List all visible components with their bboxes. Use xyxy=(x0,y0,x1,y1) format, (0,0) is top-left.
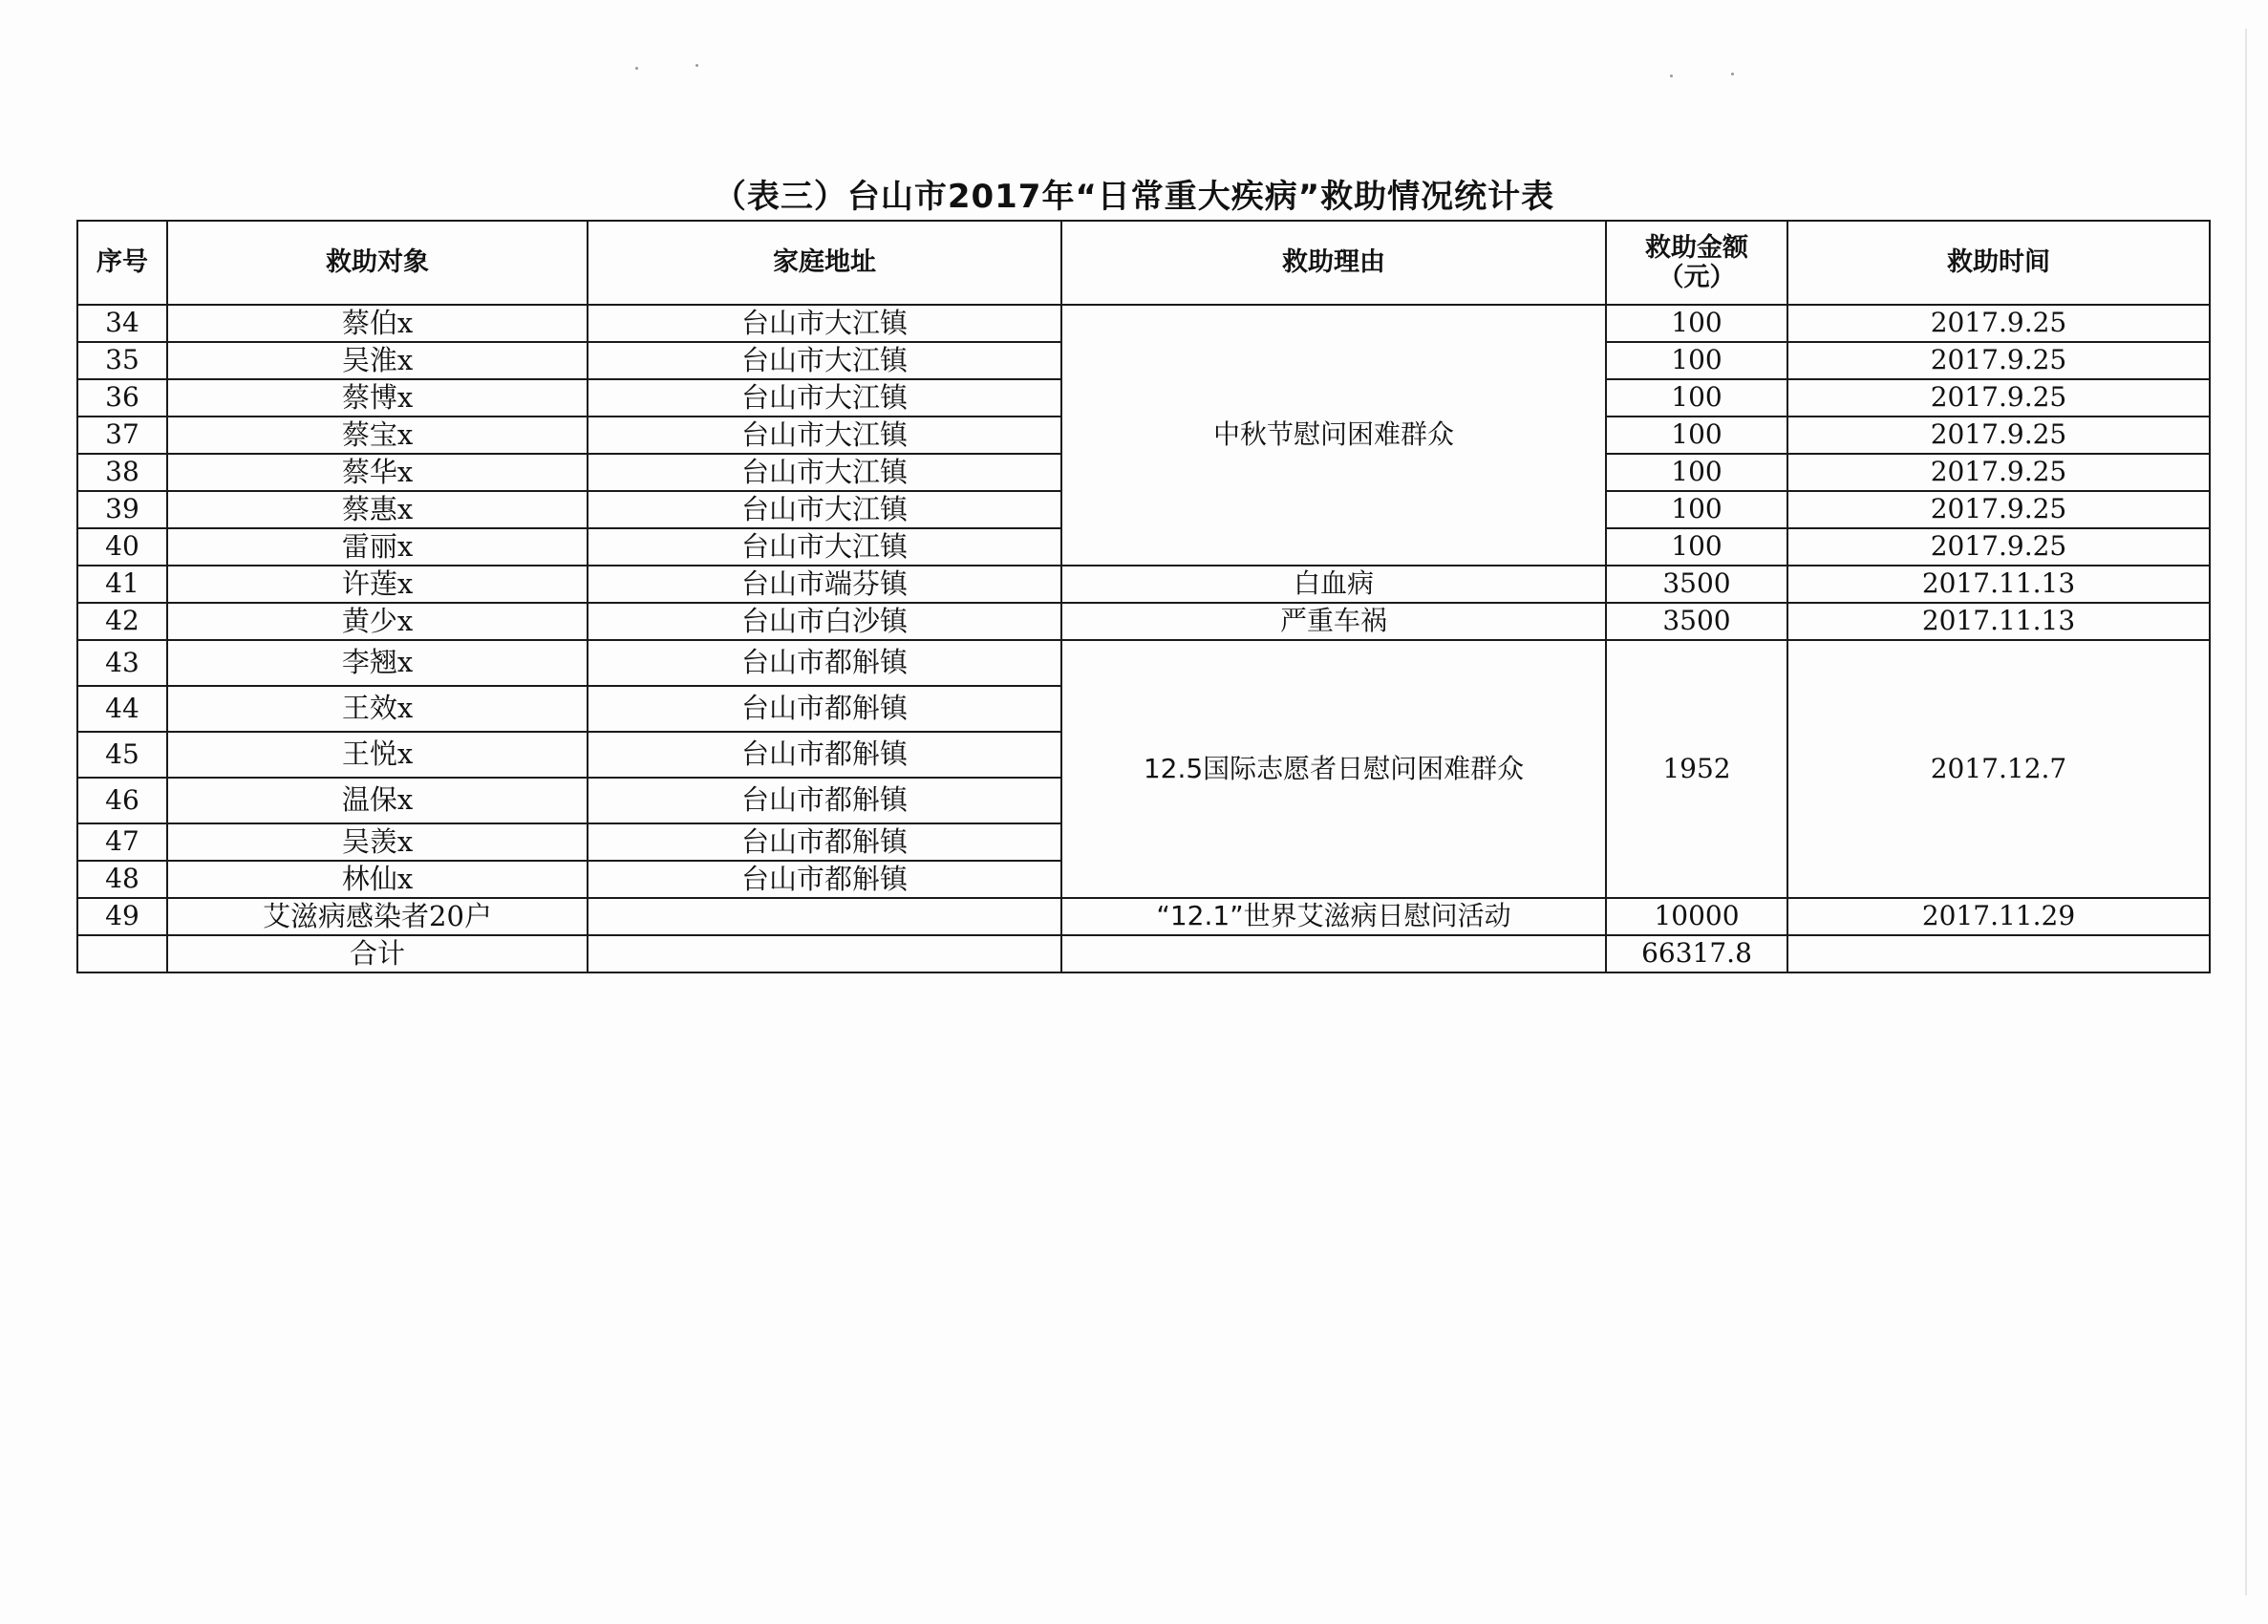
total-reason-cell xyxy=(1061,935,1606,972)
seq-cell: 41 xyxy=(77,566,167,603)
header-amount xyxy=(1606,221,1787,305)
scan-speck xyxy=(695,64,698,67)
date-cell: 2017.11.13 xyxy=(1787,603,2210,640)
recipient-cell: 温保x xyxy=(167,778,588,823)
seq-cell: 40 xyxy=(77,528,167,566)
table-row xyxy=(77,603,2210,640)
recipient-cell: 李翘x xyxy=(167,640,588,686)
aid-statistics-table xyxy=(76,220,2211,973)
address-cell: 台山市大江镇 xyxy=(588,454,1061,491)
address-cell: 台山市都斛镇 xyxy=(588,732,1061,778)
total-seq-cell xyxy=(77,935,167,972)
seq-cell: 47 xyxy=(77,823,167,861)
amount-cell: 3500 xyxy=(1606,566,1787,603)
date-cell: 2017.9.25 xyxy=(1787,305,2210,342)
date-cell: 2017.9.25 xyxy=(1787,491,2210,528)
seq-cell: 45 xyxy=(77,732,167,778)
recipient-cell: 吴羡x xyxy=(167,823,588,861)
recipient-cell: 雷丽x xyxy=(167,528,588,566)
table-row xyxy=(77,305,2210,342)
address-cell: 台山市大江镇 xyxy=(588,417,1061,454)
date-cell: 2017.11.13 xyxy=(1787,566,2210,603)
recipient-cell: 林仙x xyxy=(167,861,588,898)
seq-cell: 37 xyxy=(77,417,167,454)
seq-cell: 35 xyxy=(77,342,167,379)
header-amount-label: 救助金额 xyxy=(1645,232,1748,263)
amount-cell: 100 xyxy=(1606,417,1787,454)
header-seq: 序号 xyxy=(77,221,167,305)
recipient-cell: 蔡博x xyxy=(167,379,588,417)
seq-cell: 48 xyxy=(77,861,167,898)
seq-cell: 34 xyxy=(77,305,167,342)
date-cell: 2017.9.25 xyxy=(1787,528,2210,566)
seq-cell: 36 xyxy=(77,379,167,417)
table-header-row xyxy=(77,221,2210,305)
total-label-cell: 合计 xyxy=(167,935,588,972)
amount-cell: 100 xyxy=(1606,342,1787,379)
address-cell: 台山市都斛镇 xyxy=(588,640,1061,686)
amount-cell: 10000 xyxy=(1606,898,1787,935)
seq-cell: 43 xyxy=(77,640,167,686)
address-cell: 台山市都斛镇 xyxy=(588,823,1061,861)
table-row xyxy=(77,640,2210,686)
table-row xyxy=(77,898,2210,935)
date-cell: 2017.11.29 xyxy=(1787,898,2210,935)
address-cell: 台山市都斛镇 xyxy=(588,686,1061,732)
recipient-cell: 蔡伯x xyxy=(167,305,588,342)
amount-cell-volunteer-day: 1952 xyxy=(1606,640,1787,898)
recipient-cell: 艾滋病感染者20户 xyxy=(167,898,588,935)
seq-cell: 49 xyxy=(77,898,167,935)
total-date-cell xyxy=(1787,935,2210,972)
recipient-cell: 蔡华x xyxy=(167,454,588,491)
address-cell: 台山市都斛镇 xyxy=(588,778,1061,823)
address-cell xyxy=(588,898,1061,935)
scan-speck xyxy=(1670,75,1673,77)
header-amount-unit: （元） xyxy=(1658,263,1736,292)
amount-cell: 100 xyxy=(1606,379,1787,417)
reason-cell: “12.1”世界艾滋病日慰问活动 xyxy=(1061,898,1606,935)
scan-edge-shadow xyxy=(2245,29,2247,1595)
recipient-cell: 黄少x xyxy=(167,603,588,640)
recipient-cell: 许莲x xyxy=(167,566,588,603)
scan-speck xyxy=(1731,73,1734,75)
amount-cell: 3500 xyxy=(1606,603,1787,640)
address-cell: 台山市端芬镇 xyxy=(588,566,1061,603)
seq-cell: 46 xyxy=(77,778,167,823)
header-reason: 救助理由 xyxy=(1061,221,1606,305)
seq-cell: 42 xyxy=(77,603,167,640)
header-address: 家庭地址 xyxy=(588,221,1061,305)
recipient-cell: 吴淮x xyxy=(167,342,588,379)
scan-speck xyxy=(635,67,638,70)
document-title: （表三）台山市2017年“日常重大疾病”救助情况统计表 xyxy=(713,178,1555,216)
header-date: 救助时间 xyxy=(1787,221,2210,305)
table-row xyxy=(77,566,2210,603)
address-cell: 台山市都斛镇 xyxy=(588,861,1061,898)
amount-cell: 100 xyxy=(1606,454,1787,491)
total-address-cell xyxy=(588,935,1061,972)
date-cell-volunteer-day: 2017.12.7 xyxy=(1787,640,2210,898)
address-cell: 台山市大江镇 xyxy=(588,491,1061,528)
date-cell: 2017.9.25 xyxy=(1787,454,2210,491)
recipient-cell: 王悦x xyxy=(167,732,588,778)
seq-cell: 44 xyxy=(77,686,167,732)
seq-cell: 38 xyxy=(77,454,167,491)
reason-cell-mid-autumn: 中秋节慰问困难群众 xyxy=(1061,305,1606,566)
recipient-cell: 王效x xyxy=(167,686,588,732)
address-cell: 台山市大江镇 xyxy=(588,305,1061,342)
reason-cell: 严重车祸 xyxy=(1061,603,1606,640)
total-amount-cell: 66317.8 xyxy=(1606,935,1787,972)
reason-cell: 白血病 xyxy=(1061,566,1606,603)
address-cell: 台山市大江镇 xyxy=(588,379,1061,417)
date-cell: 2017.9.25 xyxy=(1787,417,2210,454)
address-cell: 台山市白沙镇 xyxy=(588,603,1061,640)
amount-cell: 100 xyxy=(1606,305,1787,342)
seq-cell: 39 xyxy=(77,491,167,528)
address-cell: 台山市大江镇 xyxy=(588,528,1061,566)
reason-cell-volunteer-day: 12.5国际志愿者日慰问困难群众 xyxy=(1061,640,1606,898)
total-row xyxy=(77,935,2210,972)
amount-cell: 100 xyxy=(1606,491,1787,528)
address-cell: 台山市大江镇 xyxy=(588,342,1061,379)
header-recipient: 救助对象 xyxy=(167,221,588,305)
amount-cell: 100 xyxy=(1606,528,1787,566)
recipient-cell: 蔡宝x xyxy=(167,417,588,454)
date-cell: 2017.9.25 xyxy=(1787,342,2210,379)
date-cell: 2017.9.25 xyxy=(1787,379,2210,417)
recipient-cell: 蔡惠x xyxy=(167,491,588,528)
